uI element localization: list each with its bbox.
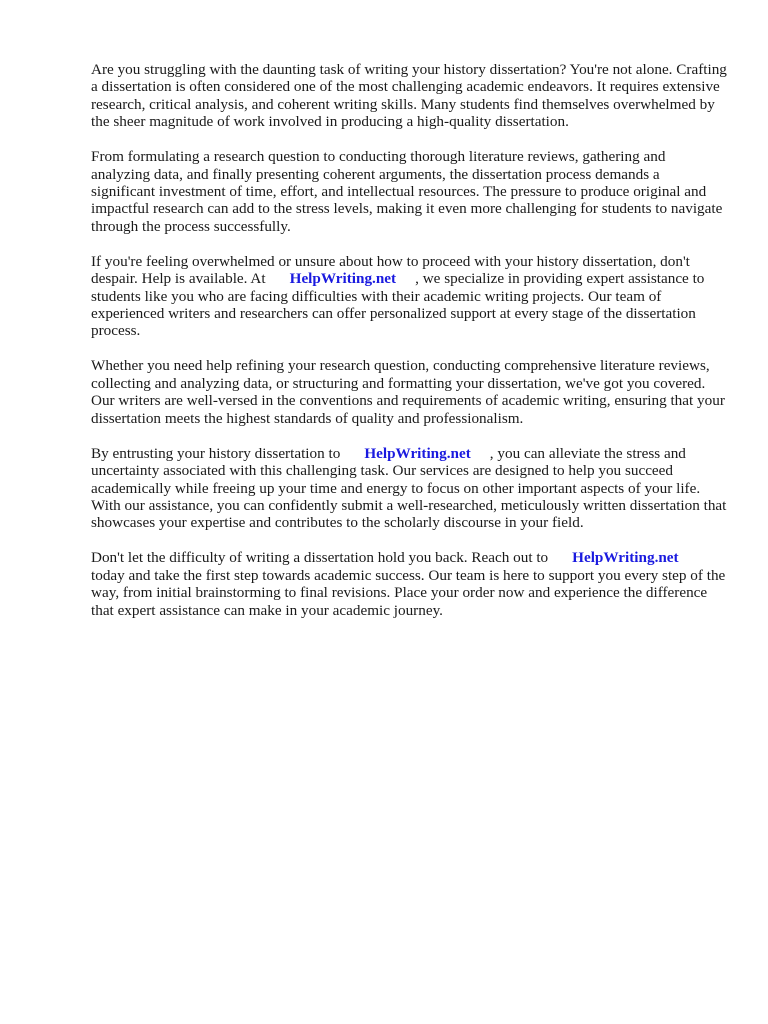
paragraph-text-after-link: , we specialize in providing expert assistance to students like you who are facing difficulties with their academic writing projects. Our team of experienced writers and researchers can offer personalized support at every stage of the dissertation process. — [91, 270, 705, 340]
paragraph-intro — [91, 61, 727, 131]
paragraph-call-to-action — [91, 549, 727, 619]
paragraph-help-available — [91, 253, 727, 340]
paragraph-text-after-link: today and take the first step towards academic success. Our team is here to support you every step of the way, from initial brainstorming to final revisions. Place your order now and experience the difference that expert assistance can make in your academic journey. — [91, 566, 726, 619]
helpwriting-link[interactable]: HelpWriting.net — [289, 270, 397, 288]
paragraph-text-after-link: , you can alleviate the stress and uncertainty associated with this challenging task. Our services are designed to help you succeed academically while freeing up your time and energy to focus on other important aspects of your life. With our assistance, you can confidently submit a well-researched, meticulously written dissertation that showcases your expertise and contributes to the scholarly discourse in your field. — [91, 444, 727, 532]
paragraph-text: Whether you need help refining your research question, conducting comprehensive literature reviews, collecting and analyzing data, or structuring and formatting your dissertation, we've got you covered. Our writers are well-versed in the conventions and requirements of academic writing, ensuring that your dissertation meets the highest standards of quality and professionalism. — [91, 357, 725, 427]
paragraph-text: From formulating a research question to conducting thorough literature reviews, gathering and analyzing data, and finally presenting coherent arguments, the dissertation process demands a significant investment of time, effort, and intellectual resources. The pressure to produce original and impactful research can add to the stress levels, making it even more challenging for students to navigate through the process successfully. — [91, 148, 723, 235]
paragraph-entrusting — [91, 445, 727, 532]
paragraph-text-before-link: By entrusting your history dissertation to — [91, 444, 341, 462]
paragraph-text-before-link: If you're feeling overwhelmed or unsure about how to proceed with your history dissertation, don't despair. Help is available. At — [91, 252, 690, 288]
paragraph-text-before-link: Don't let the difficulty of writing a dissertation hold you back. Reach out to — [91, 549, 549, 567]
helpwriting-link[interactable]: HelpWriting.net — [364, 444, 471, 462]
paragraph-services — [91, 357, 727, 427]
helpwriting-link[interactable]: HelpWriting.net — [572, 549, 679, 567]
paragraph-text: Are you struggling with the daunting task of writing your history dissertation? You're not alone. Crafting a dissertation is often considered one of the most challenging academic endeavors. It requires extensive research, critical analysis, and coherent writing skills. Many students find themselves overwhelmed by the sheer magnitude of work involved in producing a high-quality dissertation. — [91, 61, 727, 131]
paragraph-process — [91, 148, 727, 235]
document-body — [91, 61, 727, 637]
